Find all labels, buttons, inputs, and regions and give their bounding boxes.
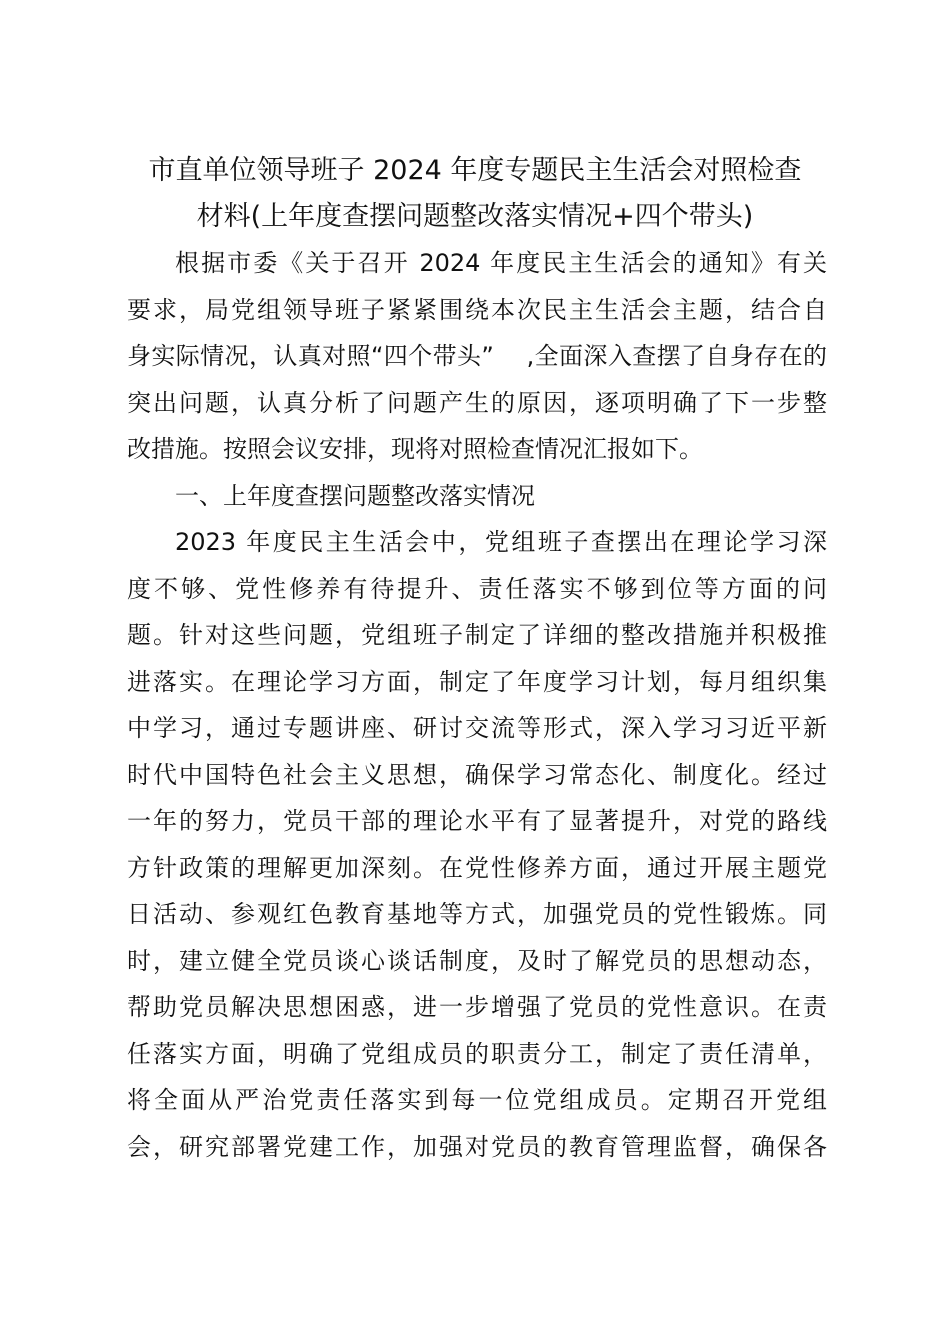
document-title-line-1: 市直单位领导班子 2024 年度专题民主生活会对照检查 — [148, 155, 802, 186]
intro-line-3: 身实际情况，认真对照“四个带头” ,全面深入查摆了自身存在的 — [127, 342, 827, 370]
section1-line-14: 会，研究部署党建工作，加强对党员的教育管理监督，确保各 — [127, 1133, 827, 1161]
intro-line-4: 突出问题，认真分析了问题产生的原因，逐项明确了下一步整 — [127, 389, 827, 417]
intro-line-1: 根据市委《关于召开 2024 年度民主生活会的通知》有关 — [175, 249, 827, 277]
section1-line-2: 度不够、党性修养有待提升、责任落实不够到位等方面的问 — [127, 575, 827, 603]
section1-line-3: 题。针对这些问题，党组班子制定了详细的整改措施并积极推 — [127, 621, 827, 649]
section-heading-1: 一、上年度查摆问题整改落实情况 — [175, 482, 535, 510]
document-title-line-2: 材料(上年度查摆问题整改落实情况+四个带头) — [196, 201, 754, 232]
section1-line-8: 方针政策的理解更加深刻。在党性修养方面，通过开展主题党 — [127, 854, 827, 882]
section1-line-6: 时代中国特色社会主义思想，确保学习常态化、制度化。经过 — [127, 761, 827, 789]
section1-line-11: 帮助党员解决思想困惑，进一步增强了党员的党性意识。在责 — [127, 993, 827, 1021]
section1-line-13: 将全面从严治党责任落实到每一位党组成员。定期召开党组 — [127, 1086, 827, 1114]
section1-line-9: 日活动、参观红色教育基地等方式，加强党员的党性锻炼。同 — [127, 900, 827, 928]
section1-line-7: 一年的努力，党员干部的理论水平有了显著提升，对党的路线 — [127, 807, 827, 835]
section1-line-5: 中学习，通过专题讲座、研讨交流等形式，深入学习习近平新 — [127, 714, 827, 742]
section1-line-12: 任落实方面，明确了党组成员的职责分工，制定了责任清单， — [127, 1040, 827, 1068]
intro-line-5: 改措施。按照会议安排，现将对照检查情况汇报如下。 — [127, 435, 703, 463]
intro-line-2: 要求，局党组领导班子紧紧围绕本次民主生活会主题，结合自 — [127, 296, 827, 324]
section1-line-10: 时，建立健全党员谈心谈话制度，及时了解党员的思想动态， — [127, 947, 827, 975]
section1-line-1: 2023 年度民主生活会中，党组班子查摆出在理论学习深 — [175, 528, 827, 556]
section1-line-4: 进落实。在理论学习方面，制定了年度学习计划，每月组织集 — [127, 668, 827, 696]
